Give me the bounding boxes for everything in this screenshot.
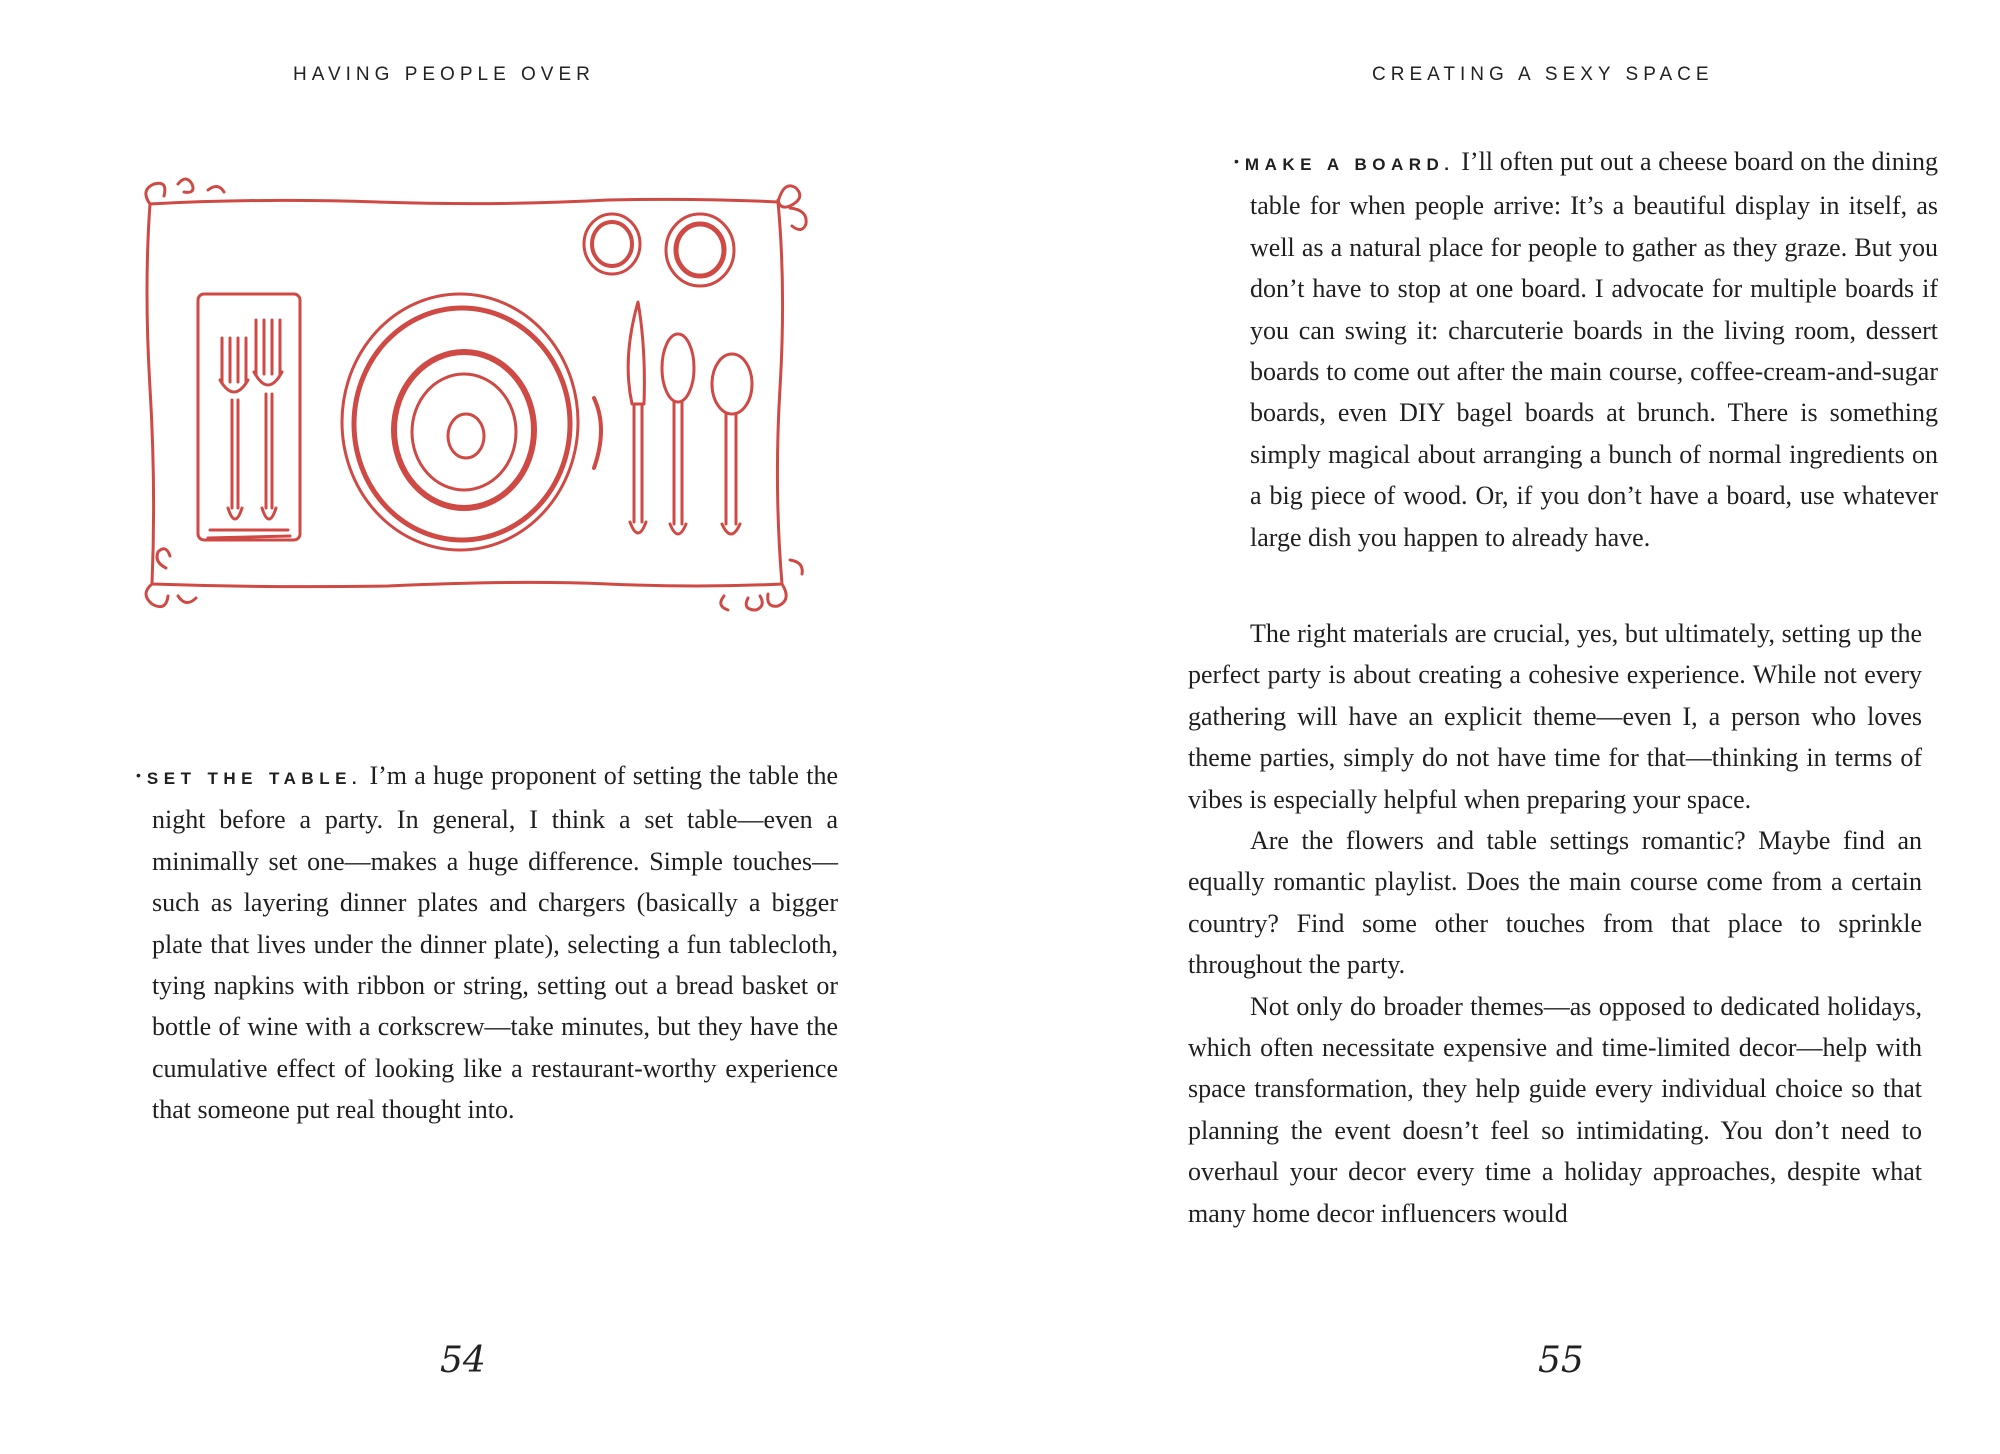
running-head-right: CREATING A SEXY SPACE	[1372, 64, 1714, 85]
bullet-mark: •	[136, 767, 141, 783]
napkin-hem	[208, 530, 290, 538]
place-setting-illustration	[138, 168, 818, 616]
body-text	[1188, 613, 1922, 1234]
running-head-left: HAVING PEOPLE OVER	[293, 64, 595, 85]
set-table-tip	[136, 755, 838, 1131]
right-page	[1000, 0, 2000, 1454]
paragraph: Are the flowers and table settings romantic? Maybe find an equally romantic playlist. Does the main course come from a certain country? Find some other touches from that place to sprinkle throughout the party.	[1188, 826, 1922, 980]
set-table-lead: SET THE TABLE.	[146, 769, 363, 788]
page-number-right: 55	[1538, 1340, 1584, 1381]
spoon-right	[712, 354, 752, 534]
glasses	[584, 214, 734, 286]
paragraph: The right materials are crucial, yes, but ultimately, setting up the perfect party is about creating a cohesive experience. While not every gathering will have an explicit theme—even I, a person who loves theme parties, simply do not have time for that—thinking in terms of vibes is especially helpful when preparing your space.	[1188, 619, 1922, 814]
paragraph: Not only do broader themes—as opposed to dedicated holidays, which often necessitate expensive and time-limited decor—help with space transformation, they help guide every individual choice so that planning the event doesn’t feel so intimidating. You don’t need to overhaul your decor every time a holiday approaches, despite what many home decor influencers would	[1188, 991, 1922, 1228]
spoon-left	[662, 334, 694, 534]
set-table-text: I’m a huge proponent of setting the table the night before a party. In general, I think a set table—even a minimally set one—makes a huge difference. Simple touches—such as layering dinner plates and chargers (basically a bigger plate that lives under the dinner plate), selecting a fun tablecloth, tying napkins with ribbon or string, setting out a bread basket or bottle of wine with a corkscrew—take minutes, but they have the cumulative effect of looking like a restaurant-worthy experience that someone put real thought into.	[152, 761, 838, 1125]
napkin-outline	[198, 294, 300, 540]
make-board-tip	[1234, 141, 1938, 558]
bullet-mark: •	[1234, 153, 1239, 169]
page-number-left: 54	[440, 1340, 486, 1381]
flourish-top-right	[778, 186, 806, 230]
dinner-plate	[342, 294, 601, 550]
make-board-lead: MAKE A BOARD.	[1244, 155, 1455, 174]
fork-right	[254, 320, 282, 519]
knife	[628, 302, 646, 533]
make-board-text: I’ll often put out a cheese board on the dining table for when people arrive: It’s a beautiful display in itself, as well as a natural place for people to gather as they graze. But you don’t have to stop at one board. I advocate for multiple boards if you can swing it: charcuterie boards in the living room, dessert boards to come out after the main course, coffee-cream-and-sugar boards, even DIY bagel boards at brunch. There is something simply magical about arranging a bunch of normal ingredients on a big piece of wood. Or, if you don’t have a board, use whatever large dish you happen to already have.	[1250, 147, 1938, 552]
fork-left	[220, 338, 248, 519]
